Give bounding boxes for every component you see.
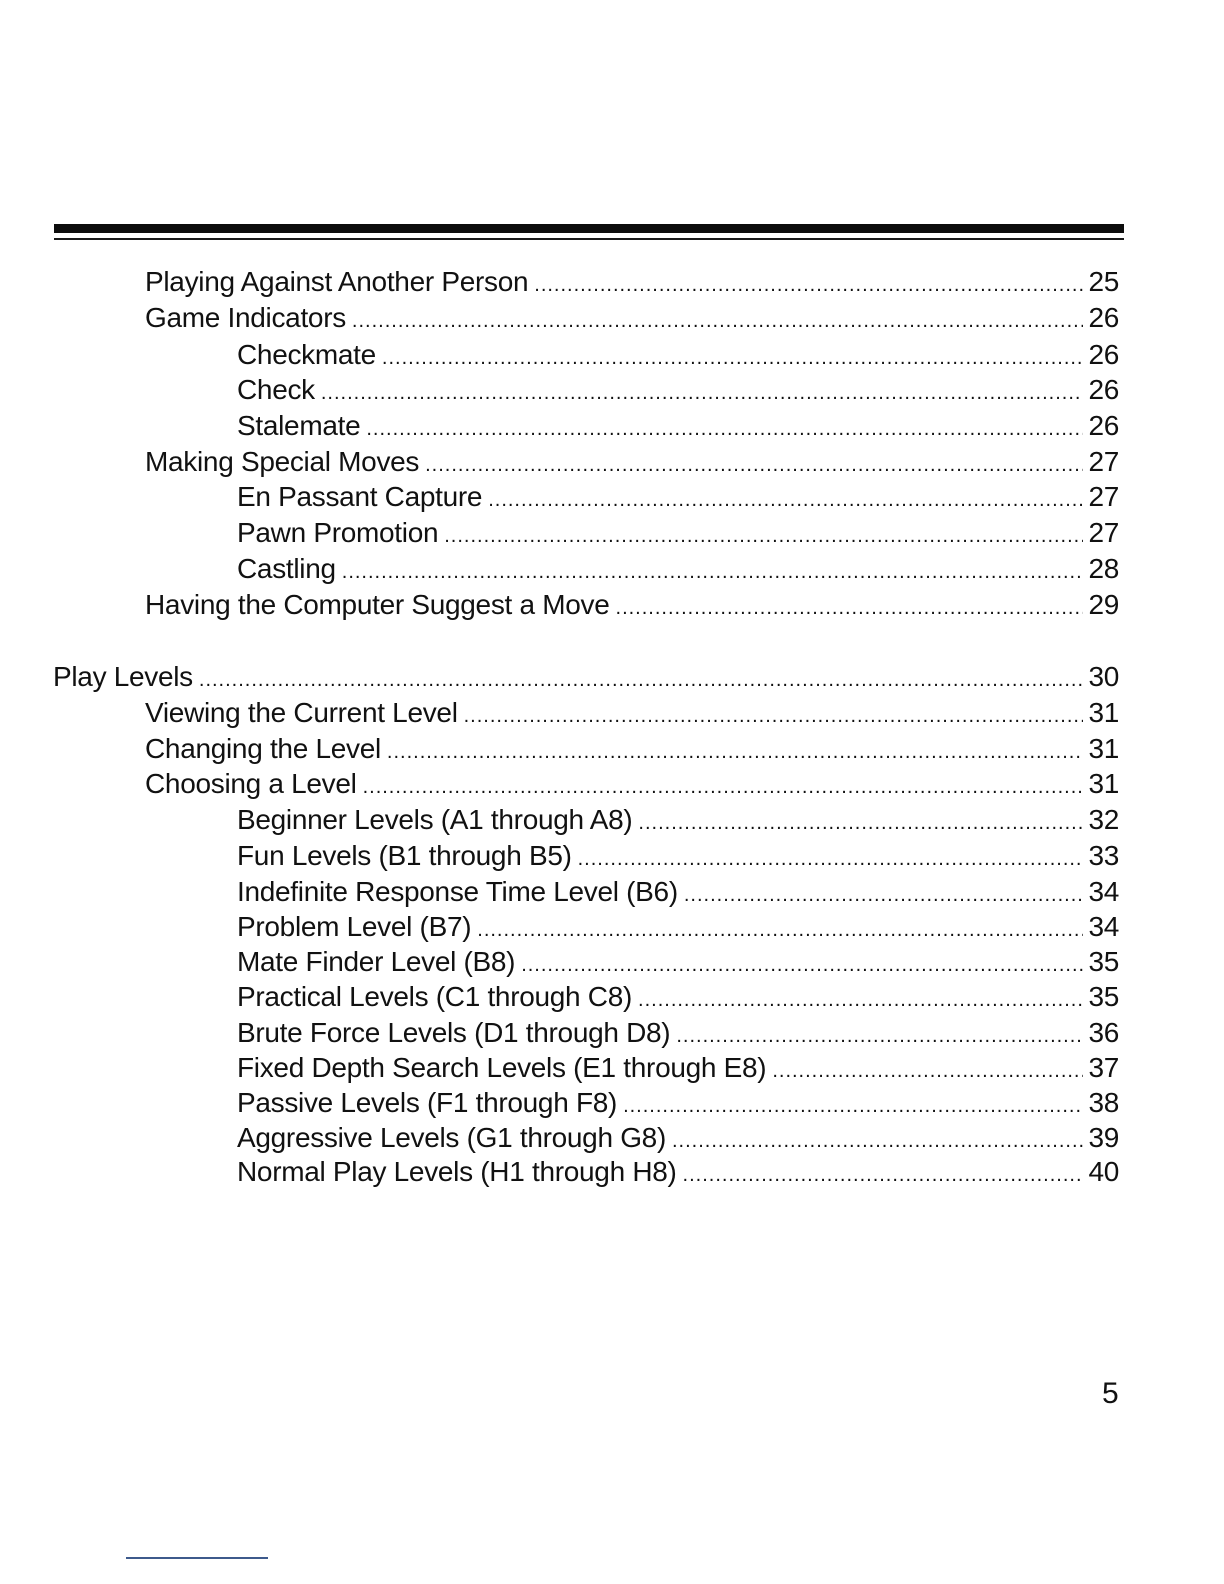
toc-entry [145, 732, 1119, 766]
toc-entry-title: Check [237, 374, 315, 405]
toc-entry [145, 301, 1119, 335]
toc-leader-dots [684, 878, 1083, 912]
toc-entry-page: 26 [1088, 374, 1119, 405]
toc-entry [237, 1155, 1119, 1189]
toc-entry-title: Mate Finder Level (B8) [237, 946, 516, 977]
toc-leader-dots [444, 519, 1083, 553]
toc-entry [237, 1086, 1119, 1120]
toc-entry-title: Changing the Level [145, 733, 381, 764]
toc-leader-dots [616, 591, 1083, 625]
toc-entry-title: Viewing the Current Level [145, 697, 458, 728]
toc-entry-page: 39 [1088, 1122, 1119, 1153]
toc-entry-page: 31 [1088, 697, 1119, 728]
toc-entry-title: Indefinite Response Time Level (B6) [237, 876, 678, 907]
toc-entry-page: 29 [1088, 589, 1119, 620]
toc-entry-page: 38 [1088, 1087, 1119, 1118]
toc-entry-page: 34 [1088, 876, 1119, 907]
toc-entry-title: Fun Levels (B1 through B5) [237, 840, 572, 871]
toc-leader-dots [464, 699, 1083, 733]
toc-leader-dots [521, 948, 1083, 982]
toc-leader-dots [477, 913, 1083, 947]
toc-entry [237, 1121, 1119, 1155]
toc-entry-title: Beginner Levels (A1 through A8) [237, 804, 633, 835]
toc-entry-page: 31 [1088, 733, 1119, 764]
toc-entry-page: 31 [1088, 768, 1119, 799]
toc-entry-page: 30 [1088, 661, 1119, 692]
toc-entry [145, 696, 1119, 730]
toc-entry-title: Stalemate [237, 410, 361, 441]
toc-entry-title: Game Indicators [145, 302, 346, 333]
toc-leader-dots [623, 1089, 1083, 1123]
toc-entry [145, 445, 1119, 479]
toc-entry [237, 803, 1119, 837]
page-number: 5 [1102, 1377, 1119, 1410]
toc-entry [145, 767, 1119, 801]
toc-entry [237, 373, 1119, 407]
toc-leader-dots [578, 842, 1083, 876]
toc-entry [145, 265, 1119, 299]
toc-entry-title: Choosing a Level [145, 768, 357, 799]
toc-entry-title: En Passant Capture [237, 481, 483, 512]
toc-entry-page: 40 [1088, 1156, 1119, 1187]
toc-entry-page: 37 [1088, 1052, 1119, 1083]
toc-entry [237, 1016, 1119, 1050]
footer-line [126, 1557, 268, 1559]
toc-entry-title: Fixed Depth Search Levels (E1 through E8) [237, 1052, 767, 1083]
toc-entry [237, 409, 1119, 443]
toc-entry [237, 516, 1119, 550]
toc-entry-title: Having the Computer Suggest a Move [145, 589, 610, 620]
toc-entry-page: 27 [1088, 446, 1119, 477]
toc-entry-title: Making Special Moves [145, 446, 420, 477]
toc-entry-title: Checkmate [237, 339, 376, 370]
toc-entry-page: 28 [1088, 553, 1119, 584]
toc-entry-page: 26 [1088, 339, 1119, 370]
toc-entry [237, 875, 1119, 909]
toc-leader-dots [638, 806, 1083, 840]
toc-entry-title: Normal Play Levels (H1 through H8) [237, 1156, 677, 1187]
toc-leader-dots [387, 735, 1083, 769]
toc-leader-dots [352, 304, 1083, 338]
toc-entry-page: 25 [1088, 266, 1119, 297]
toc-entry-title: Problem Level (B7) [237, 911, 472, 942]
toc-entry-title: Play Levels [53, 661, 193, 692]
toc-entry-page: 33 [1088, 840, 1119, 871]
toc-entry [237, 552, 1119, 586]
toc-entry-page: 32 [1088, 804, 1119, 835]
toc-entry [237, 1051, 1119, 1085]
toc-entry [237, 480, 1119, 514]
toc-leader-dots [199, 663, 1083, 697]
toc-entry-title: Brute Force Levels (D1 through D8) [237, 1017, 671, 1048]
toc-leader-dots [772, 1054, 1083, 1088]
toc-leader-dots [321, 376, 1083, 410]
toc-leader-dots [676, 1019, 1083, 1053]
toc-entry-title: Aggressive Levels (G1 through G8) [237, 1122, 666, 1153]
toc-leader-dots [672, 1124, 1083, 1158]
toc-entry-title: Practical Levels (C1 through C8) [237, 981, 633, 1012]
toc-entry-title: Passive Levels (F1 through F8) [237, 1087, 618, 1118]
toc-entry [237, 338, 1119, 372]
toc-entry-page: 27 [1088, 481, 1119, 512]
toc-entry-title: Castling [237, 553, 336, 584]
toc-leader-dots [342, 555, 1083, 589]
toc-entry-page: 34 [1088, 911, 1119, 942]
toc-entry-page: 26 [1088, 302, 1119, 333]
toc-entry [237, 945, 1119, 979]
toc-entry [53, 660, 1119, 694]
toc-leader-dots [683, 1158, 1083, 1192]
toc-entry [237, 839, 1119, 873]
toc-entry [237, 910, 1119, 944]
toc-entry [145, 588, 1119, 622]
toc-leader-dots [363, 770, 1083, 804]
toc-entry-title: Playing Against Another Person [145, 266, 529, 297]
toc-entry-page: 27 [1088, 517, 1119, 548]
toc-entry [237, 980, 1119, 1014]
toc-leader-dots [534, 268, 1083, 302]
toc-leader-dots [488, 483, 1083, 517]
toc-entry-page: 35 [1088, 946, 1119, 977]
toc-leader-dots [366, 412, 1083, 446]
toc-entry-page: 26 [1088, 410, 1119, 441]
toc-entry-title: Pawn Promotion [237, 517, 439, 548]
toc-leader-dots [382, 341, 1083, 375]
toc-entry-page: 35 [1088, 981, 1119, 1012]
toc-leader-dots [425, 448, 1083, 482]
toc-leader-dots [638, 983, 1083, 1017]
toc-entry-page: 36 [1088, 1017, 1119, 1048]
